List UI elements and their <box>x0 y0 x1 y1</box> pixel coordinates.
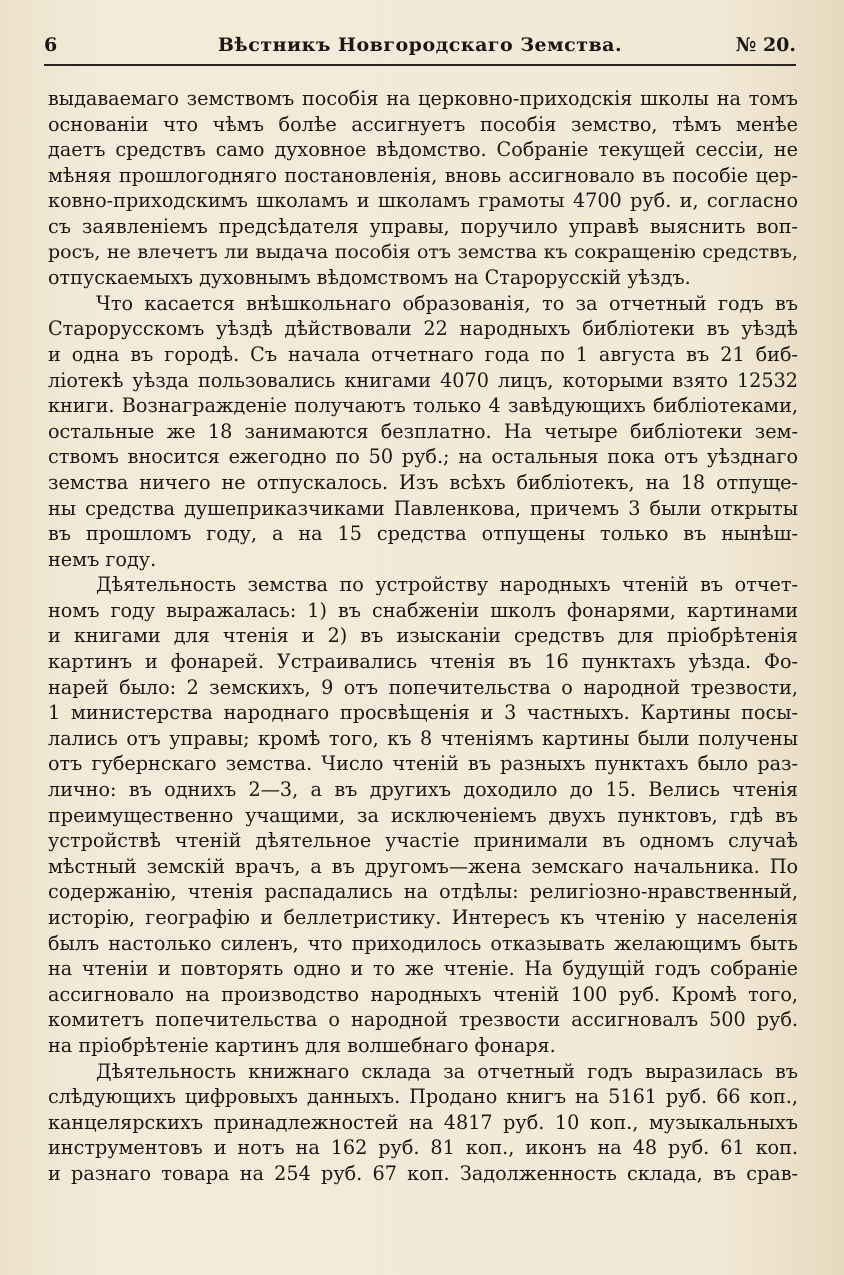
text-line: съ заявленіемъ предсѣдателя управы, поручило управѣ выяснить воп- <box>48 214 798 238</box>
text-line: на чтеніи и повторять одно и то же чтеніе. На будущій годъ собраніе <box>48 957 798 981</box>
text-line: земства ничего не отпускалось. Изъ всѣхъ библіотекъ, на 18 отпуще- <box>48 470 798 494</box>
issue-number: № 20. <box>735 34 796 56</box>
text-line: и одна въ городѣ. Съ начала отчетнаго года по 1 августа въ 21 биб- <box>48 342 798 366</box>
text-line: Дѣятельность земства по устройству народныхъ чтеній въ отчет- <box>96 573 798 597</box>
header-rule <box>44 64 796 66</box>
text-line: и разнаго товара на 254 руб. 67 коп. Задолженность склада, въ срав- <box>48 1161 798 1185</box>
text-line: 1 министерства народнаго просвѣщенія и 3 частныхъ. Картины посы- <box>48 701 798 725</box>
text-line: въ прошломъ году, а на 15 средства отпущены только въ нынѣш- <box>48 522 798 546</box>
text-line: лично: въ однихъ 2—3, а въ другихъ доходило до 15. Велись чтенія <box>48 778 798 802</box>
text-line: книги. Вознагражденіе получаютъ только 4 завѣдующихъ библіотеками, <box>48 394 798 418</box>
text-line: ковно-приходскимъ школамъ и школамъ грамоты 4700 руб. и, согласно <box>48 189 798 213</box>
text-line: отъ губернскаго земства. Число чтеній въ разныхъ пунктахъ было раз- <box>48 752 798 776</box>
text-line: росъ, не влечетъ ли выдача пособія отъ земства къ сокращенію средствъ, <box>48 240 798 263</box>
text-line: исторію, географію и беллетристику. Интересъ къ чтенію у населенія <box>48 906 798 929</box>
text-line: ліотекѣ уѣзда пользовались книгами 4070 лицъ, которыми взято 12532 <box>48 368 798 392</box>
text-line: Старорусскомъ уѣздѣ дѣйствовали 22 народныхъ библіотеки въ уѣздѣ <box>48 317 798 341</box>
text-line: Дѣятельность книжнаго склада за отчетный годъ выразилась въ <box>96 1059 798 1083</box>
text-line: былъ настолько силенъ, что приходилось отказывать желающимъ быть <box>48 931 798 955</box>
text-line: и книгами для чтенія и 2) въ изысканіи средствъ для пріобрѣтенія <box>48 624 798 648</box>
text-line: отпускаемыхъ духовнымъ вѣдомствомъ на Старорусскій уѣздъ. <box>48 266 691 290</box>
text-line: на пріобрѣтеніе картинъ для волшебнаго фонаря. <box>48 1033 556 1057</box>
text-line: лались отъ управы; кромѣ того, къ 8 чтеніямъ картины были получены <box>48 726 798 750</box>
text-line: Что касается внѣшкольнаго образованія, то за отчетный годъ въ <box>96 291 798 315</box>
text-line: канцелярскихъ принадлежностей на 4817 руб. 10 коп., музыкальныхъ <box>48 1110 798 1134</box>
text-line: слѣдующихъ цифровыхъ данныхъ. Продано книгъ на 5161 руб. 66 коп., <box>48 1085 798 1109</box>
text-line: мѣстный земскій врачъ, а въ другомъ—жена земскаго начальника. По <box>48 854 798 878</box>
journal-title: Вѣстникъ Новгородскаго Земства. <box>217 34 623 56</box>
body-text <box>48 86 798 1187</box>
text-line: ны средства душеприказчиками Павленкова, причемъ 3 были открыты <box>48 496 798 520</box>
text-line: номъ году выражалась: 1) въ снабженіи школъ фонарями, картинами <box>48 598 798 622</box>
text-line: даетъ средствъ само духовное вѣдомство. Собраніе текущей сессіи, не <box>48 138 798 162</box>
text-line: ассигновало на производство народныхъ чтеній 100 руб. Кромѣ того, <box>48 982 798 1006</box>
text-line: ствомъ вносится ежегодно по 50 руб.; на остальныя пока отъ уѣзднаго <box>48 445 798 469</box>
text-line: основаніи что чѣмъ болѣе ассигнуетъ пособія земство, тѣмъ менѣе <box>48 112 798 136</box>
text-line: устройствѣ чтеній дѣятельное участіе принимали въ одномъ случаѣ <box>48 829 798 853</box>
text-line: содержанію, чтенія распадались на отдѣлы: религіозно-нравственный, <box>48 880 798 904</box>
text-line: преимущественно учащими, за исключеніемъ двухъ пунктовъ, гдѣ въ <box>48 803 798 827</box>
text-line: комитетъ попечительства о народной трезвости ассигновалъ 500 руб. <box>48 1008 798 1032</box>
page-number: 6 <box>44 34 58 56</box>
text-line: немъ году. <box>48 547 157 571</box>
text-line: нарей было: 2 земскихъ, 9 отъ попечительства о народной трезвости, <box>48 675 798 699</box>
text-line: инструментовъ и нотъ на 162 руб. 81 коп., иконъ на 48 руб. 61 коп. <box>48 1136 798 1160</box>
page-header <box>44 34 796 62</box>
text-line: выдаваемаго земствомъ пособія на церковно-приходскія школы на томъ <box>48 87 798 110</box>
text-line: картинъ и фонарей. Устраивались чтенія въ 16 пунктахъ уѣзда. Фо- <box>48 650 798 674</box>
text-line: мѣняя прошлогодняго постановленія, вновь ассигновало въ пособіе цер- <box>48 163 798 187</box>
text-line: остальные же 18 занимаются безплатно. На четыре библіотеки зем- <box>48 419 798 443</box>
